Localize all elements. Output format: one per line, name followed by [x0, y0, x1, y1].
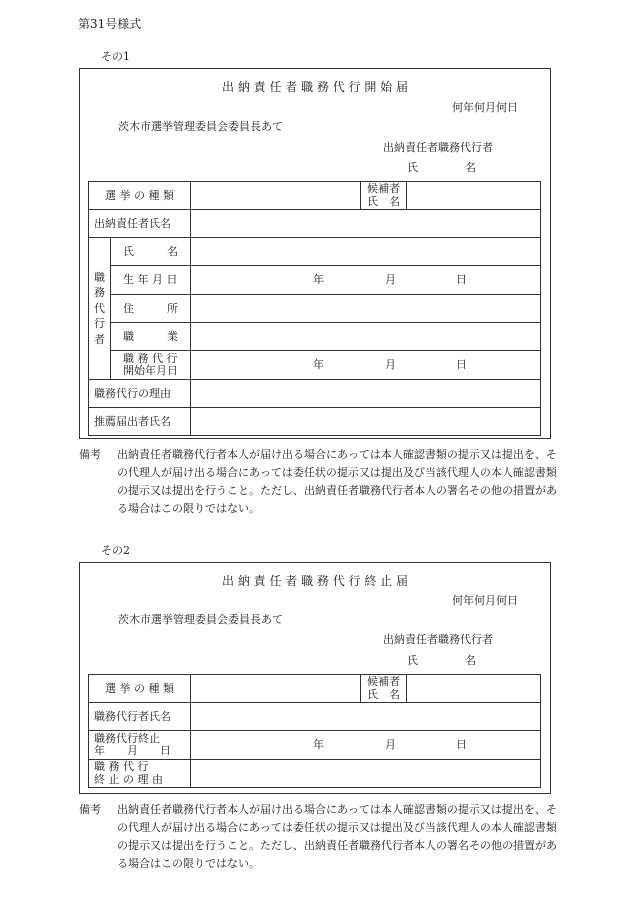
label-occupation: 職 業: [111, 323, 191, 351]
document-header: 第31号様式: [78, 17, 142, 31]
label2-end-reason: 職 務 代 行 終 止 の 理 由: [89, 760, 191, 788]
field-recommender[interactable]: [191, 408, 541, 436]
field-candidate-name[interactable]: [407, 182, 541, 210]
form1-table: [88, 181, 541, 436]
label-election-type: 選 挙 の 種 類: [89, 182, 191, 210]
note-2-text: 出納責任者職務代行者本人が届け出る場合にあっては本人確認書類の提示又は提出を、その代理人が届け出る場合にあっては委任状の提示又は提出及び当該代理人の本人確認書類の提示又は提出を行うこと。ただし、出納責任者職務代行者本人の署名その他の措置がある場合はこの限りではない。: [117, 803, 557, 870]
section-label-2: その2: [101, 544, 130, 557]
field2-end-reason[interactable]: [191, 760, 541, 788]
field2-proxy-name[interactable]: [191, 703, 541, 731]
form2-addressee: 茨木市選挙管理委員会委員長あて: [118, 613, 283, 626]
label2-candidate-name: 候補者 氏 名: [361, 675, 407, 703]
label2-proxy-name: 職務代行者氏名: [89, 703, 191, 731]
field-treasurer-name[interactable]: [191, 210, 541, 238]
label-recommender: 推薦届出者氏名: [89, 408, 191, 436]
field-start-date[interactable]: 年 月 日: [191, 351, 541, 380]
field-occupation[interactable]: [191, 323, 541, 351]
label-reason: 職務代行の理由: [89, 380, 191, 408]
form2-date: 何年何月何日: [452, 594, 518, 607]
field-proxy-name[interactable]: [191, 238, 541, 266]
field2-candidate-name[interactable]: [407, 675, 541, 703]
label-proxy-group: 職 務 代 行 者: [89, 238, 111, 380]
note-2: [79, 801, 559, 875]
form2-table: [88, 674, 541, 788]
form1-name-label-1: 氏: [407, 161, 418, 174]
field-address[interactable]: [191, 295, 541, 323]
field-reason[interactable]: [191, 380, 541, 408]
label-start-date: 職 務 代 行 開始年月日: [111, 351, 191, 380]
form2-name-label-2: 名: [465, 654, 476, 667]
form2-title: 出 納 責 任 者 職 務 代 行 終 止 届: [222, 574, 408, 588]
label2-election-type: 選 挙 の 種 類: [89, 675, 191, 703]
form1-name-label-2: 名: [465, 161, 476, 174]
form1-submitter-title: 出納責任者職務代行者: [383, 141, 493, 154]
label-candidate-name: 候補者 氏 名: [361, 182, 407, 210]
field-birthdate[interactable]: 年 月 日: [191, 266, 541, 295]
note-1: [79, 446, 559, 520]
label2-end-date: 職務代行終止 年 月 日: [89, 731, 191, 760]
section-label-1: その1: [101, 50, 130, 63]
label-treasurer-name: 出納責任者氏名: [89, 210, 191, 238]
form1-addressee: 茨木市選挙管理委員会委員長あて: [118, 120, 283, 133]
label-proxy-name: 氏 名: [111, 238, 191, 266]
field2-end-date[interactable]: 年 月 日: [191, 731, 541, 760]
label-birthdate: 生 年 月 日: [111, 266, 191, 295]
note-1-label: 備考: [79, 448, 101, 461]
note-1-text: 出納責任者職務代行者本人が届け出る場合にあっては本人確認書類の提示又は提出を、その代理人が届け出る場合にあっては委任状の提示又は提出及び当該代理人の本人確認書類の提示又は提出を行うこと。ただし、出納責任者職務代行者本人の署名その他の措置がある場合はこの限りではない。: [117, 448, 557, 515]
note-2-label: 備考: [79, 803, 101, 816]
field2-election-type[interactable]: [191, 675, 361, 703]
form2-submitter-title: 出納責任者職務代行者: [383, 633, 493, 646]
field-election-type[interactable]: [191, 182, 361, 210]
label-address: 住 所: [111, 295, 191, 323]
form1-title: 出 納 責 任 者 職 務 代 行 開 始 届: [222, 80, 408, 94]
form1-date: 何年何月何日: [452, 101, 518, 114]
form2-name-label-1: 氏: [407, 654, 418, 667]
